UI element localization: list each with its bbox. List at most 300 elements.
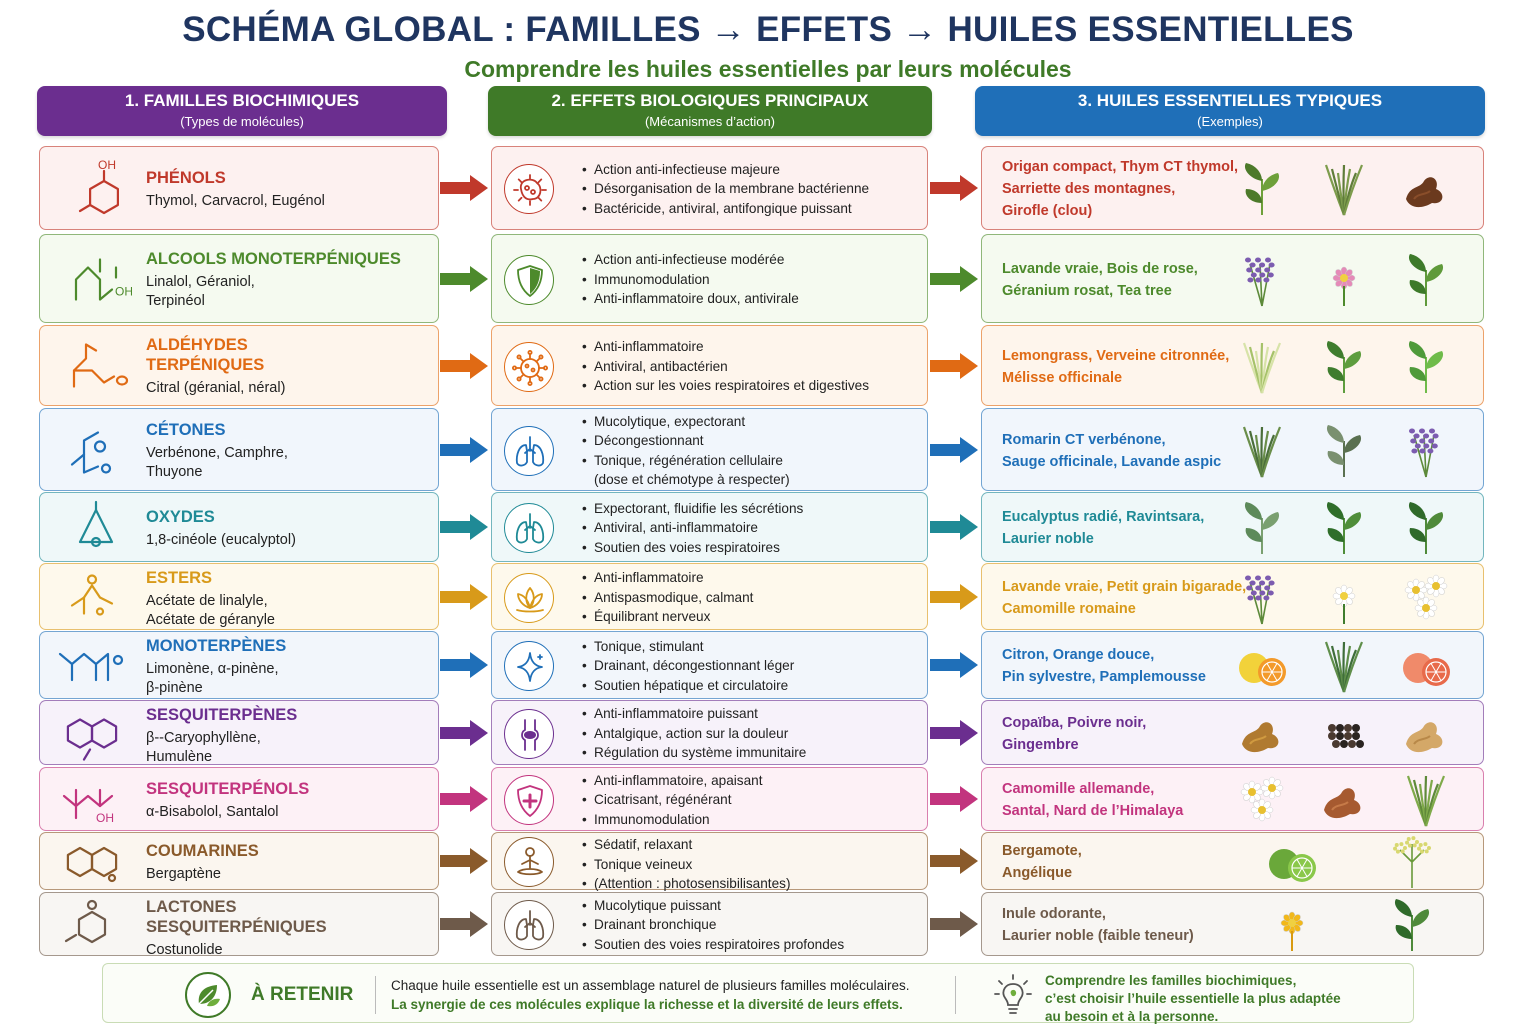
effects-list xyxy=(582,771,763,830)
oil-names: Camomille allemande, xyxy=(1002,781,1155,797)
family-examples: Humulène xyxy=(146,749,213,765)
effect-text: Action anti-infectieuse majeure xyxy=(594,161,780,177)
sage-icon xyxy=(1314,421,1374,481)
family-name: CÉTONES xyxy=(146,420,226,439)
oils-list xyxy=(1002,506,1204,550)
family-examples: Verbénone, Camphre, xyxy=(146,444,288,461)
effect-text: Immunomodulation xyxy=(594,811,710,827)
bullet-icon: • xyxy=(582,658,587,674)
effect-item xyxy=(582,607,753,627)
lemon-orange-icon xyxy=(1232,636,1292,696)
bullet-icon: • xyxy=(582,520,587,536)
shield-plus-icon xyxy=(504,775,554,825)
family-card xyxy=(39,700,439,765)
column-subtitle: (Exemples) xyxy=(1197,114,1263,129)
effects-list xyxy=(582,337,869,396)
arrow-right-icon xyxy=(928,846,980,876)
family-card xyxy=(39,146,439,230)
effect-text: Anti-inflammatoire puissant xyxy=(594,706,758,722)
family-row xyxy=(0,700,1536,765)
bullet-icon: • xyxy=(582,271,587,287)
effect-item xyxy=(582,743,806,763)
effect-item xyxy=(582,588,753,608)
bullet-icon: • xyxy=(582,745,587,761)
oils-list xyxy=(1002,712,1146,756)
column-title: 2. EFFETS BIOLOGIQUES PRINCIPAUX xyxy=(551,91,869,110)
effect-text: Soutien des voies respiratoires xyxy=(594,539,780,555)
family-name: COUMARINES xyxy=(146,841,259,860)
footer-tip-line: au besoin et à la personne. xyxy=(1045,1009,1219,1024)
oils-list xyxy=(1002,644,1206,688)
bullet-icon: • xyxy=(582,772,587,788)
molecule-structure-icon xyxy=(52,152,132,226)
bullet-icon: • xyxy=(582,897,587,913)
arrow-right-icon xyxy=(438,435,490,465)
bullet-icon: • xyxy=(582,811,587,827)
family-card xyxy=(39,234,439,323)
effect-item xyxy=(582,935,844,955)
family-name: ESTERS xyxy=(146,569,213,587)
rosemary-icon xyxy=(1232,421,1292,481)
column-header-1 xyxy=(37,86,447,136)
melissa-icon xyxy=(1396,337,1456,397)
page-subtitle: Comprendre les huiles essentielles par leurs molécules xyxy=(464,56,1072,82)
family-card xyxy=(39,631,439,699)
effects-list xyxy=(582,499,803,558)
oils-card xyxy=(981,325,1484,406)
effect-item xyxy=(582,704,806,724)
molecule-structure-icon xyxy=(52,331,132,402)
arrow-right-icon xyxy=(928,909,980,939)
molecule-structure-icon xyxy=(52,637,132,695)
column-header-2 xyxy=(488,86,932,136)
effect-item xyxy=(582,337,869,357)
family-name: LACTONES xyxy=(146,898,237,916)
effect-item xyxy=(582,568,753,588)
oils-list xyxy=(1002,156,1238,222)
oil-names: Lavande vraie, Petit grain bigarade, xyxy=(1002,578,1247,595)
effect-text: Anti-inflammatoire, apaisant xyxy=(594,772,763,788)
effect-text: Régulation du système immunitaire xyxy=(594,745,807,761)
effect-text: Tonique, stimulant xyxy=(594,638,704,654)
effect-text: Drainant bronchique xyxy=(594,917,717,933)
effect-text: Antiviral, anti-inflammatoire xyxy=(594,520,758,536)
oil-names: Angélique xyxy=(1002,865,1073,881)
molecule-structure-icon xyxy=(52,838,132,886)
effect-text: Anti-inflammatoire doux, antivirale xyxy=(594,291,799,307)
effects-list xyxy=(582,160,869,219)
arrow-right-icon xyxy=(928,650,980,680)
bullet-icon: • xyxy=(582,378,587,394)
molecule-structure-icon xyxy=(52,773,132,827)
ginger-icon xyxy=(1396,704,1456,764)
oil-names: Laurier noble (faible teneur) xyxy=(1002,928,1194,944)
family-name: MONOTERPÈNES xyxy=(146,637,287,655)
oregano-icon xyxy=(1232,159,1292,219)
oils-list xyxy=(1002,840,1082,884)
family-name: TERPÉNIQUES xyxy=(146,356,265,374)
molecule-structure-icon xyxy=(52,706,132,761)
effect-item xyxy=(582,637,794,657)
family-examples: Thymol, Carvacrol, Eugénol xyxy=(146,192,325,209)
family-card xyxy=(39,563,439,630)
effects-list xyxy=(582,704,806,763)
oils-list xyxy=(1002,778,1183,822)
effect-item xyxy=(582,810,763,830)
oil-names: Gingembre xyxy=(1002,736,1079,753)
oil-names: Lemongrass, Verveine citronnée, xyxy=(1002,347,1230,364)
family-row xyxy=(0,563,1536,630)
effect-text: Mucolytique, expectorant xyxy=(594,413,746,429)
effects-card xyxy=(491,234,928,323)
oils-list xyxy=(1002,429,1221,473)
oil-names: Girofle (clou) xyxy=(1002,203,1093,219)
bullet-icon: • xyxy=(582,856,587,872)
effect-item xyxy=(582,412,790,432)
oils-card xyxy=(981,408,1484,491)
arrow-right-icon xyxy=(928,784,980,814)
effect-text: Immunomodulation xyxy=(594,271,710,287)
bullet-icon: • xyxy=(582,291,587,307)
bay-leaf-icon xyxy=(1396,498,1456,558)
bullet-icon: • xyxy=(582,339,587,355)
oils-list xyxy=(1002,258,1198,302)
bullet-icon: • xyxy=(582,570,587,586)
molecule-structure-icon xyxy=(52,498,132,558)
bullet-icon: • xyxy=(582,539,587,555)
pine-icon xyxy=(1314,636,1374,696)
oil-names: Lavande vraie, Bois de rose, xyxy=(1002,260,1198,277)
effect-item xyxy=(582,270,799,290)
oil-names: Romarin CT verbénone, xyxy=(1002,431,1166,448)
bergamot-icon xyxy=(1262,832,1322,892)
effect-text: Bactéricide, antiviral, antifongique puissant xyxy=(594,200,852,216)
bullet-icon: • xyxy=(582,181,587,197)
effects-card xyxy=(491,832,928,890)
effect-text: Action anti-infectieuse modérée xyxy=(594,252,785,268)
arrow-right-icon xyxy=(438,846,490,876)
bullet-icon: • xyxy=(582,837,587,852)
family-card xyxy=(39,832,439,890)
effect-item xyxy=(582,250,799,270)
oil-names: Origan compact, Thym CT thymol, xyxy=(1002,159,1239,175)
svg-text:OH: OH xyxy=(98,158,116,172)
eucalyptus-icon xyxy=(1232,498,1292,558)
bullet-icon: • xyxy=(582,200,587,216)
geranium-flower-icon xyxy=(1314,250,1374,310)
bullet-icon: • xyxy=(582,677,587,693)
footer-divider xyxy=(375,976,376,1014)
effect-text: Tonique, régénération cellulaire xyxy=(594,452,783,468)
bacteria-icon xyxy=(504,164,554,214)
effect-item xyxy=(582,160,869,180)
oils-card xyxy=(981,832,1484,890)
effect-text: Anti-inflammatoire xyxy=(594,570,704,586)
footer-title: À RETENIR xyxy=(251,984,354,1005)
effect-text: Antiviral, antibactérien xyxy=(594,358,728,374)
footer-line-1: Chaque huile essentielle est un assemblage naturel de plusieurs familles moléculaires. xyxy=(391,978,910,993)
effect-item xyxy=(582,451,790,471)
effect-text: (Attention : photosensibilisantes) xyxy=(594,876,791,891)
effects-list xyxy=(582,412,790,490)
molecule-structure-icon xyxy=(52,240,132,319)
bay-leaf-icon xyxy=(1382,895,1442,955)
family-row xyxy=(0,492,1536,562)
effects-card xyxy=(491,563,928,630)
orange-blossom-icon xyxy=(1314,568,1374,628)
effects-list xyxy=(582,637,794,696)
sparkle-icon xyxy=(504,641,554,691)
family-card xyxy=(39,892,439,956)
family-name: SESQUITERPÉNOLS xyxy=(146,779,310,798)
oil-names: Sarriette des montagnes, xyxy=(1002,181,1176,197)
bullet-icon: • xyxy=(582,252,587,268)
chamomile-icon xyxy=(1396,568,1456,628)
oil-names: Sauge officinale, Lavande aspic xyxy=(1002,453,1222,470)
arrow-right-icon xyxy=(928,264,980,294)
effects-card xyxy=(491,631,928,699)
bullet-icon: • xyxy=(582,452,587,468)
oil-names: Copaïba, Poivre noir, xyxy=(1002,714,1147,731)
effect-item xyxy=(582,724,806,744)
footer-tip-line: Comprendre les familles biochimiques, xyxy=(1045,973,1297,988)
clove-icon xyxy=(1396,159,1456,219)
oil-names: Camomille romaine xyxy=(1002,600,1136,617)
family-card xyxy=(39,325,439,406)
bullet-icon: • xyxy=(582,638,587,654)
oil-names: Géranium rosat, Tea tree xyxy=(1002,282,1172,299)
effects-list xyxy=(582,568,753,627)
effects-card xyxy=(491,892,928,956)
arrow-right-icon xyxy=(438,582,490,612)
effect-item xyxy=(582,470,790,490)
inula-flower-icon xyxy=(1262,895,1322,955)
bullet-icon: • xyxy=(582,433,587,448)
verbena-icon xyxy=(1314,337,1374,397)
effects-card xyxy=(491,492,928,562)
effect-item xyxy=(582,431,790,451)
family-examples: Bergaptène xyxy=(146,865,221,882)
family-row xyxy=(0,631,1536,699)
effect-text: Sédatif, relaxant xyxy=(594,837,693,852)
effects-list xyxy=(582,896,844,955)
bullet-icon: • xyxy=(582,917,587,933)
effect-item xyxy=(582,357,869,377)
oils-card xyxy=(981,892,1484,956)
family-examples: Citral (géranial, néral) xyxy=(146,380,286,396)
lungs-icon xyxy=(504,900,554,950)
effects-card xyxy=(491,700,928,765)
effect-text: Soutien hépatique et circulatoire xyxy=(594,677,789,693)
effect-item xyxy=(582,199,869,219)
molecule-structure-icon xyxy=(52,414,132,487)
effect-item xyxy=(582,874,790,894)
oils-card xyxy=(981,563,1484,630)
family-examples: α-Bisabolol, Santalol xyxy=(146,803,279,820)
family-name: ALCOOLS MONOTERPÉNIQUES xyxy=(146,249,401,268)
virus-icon xyxy=(504,342,554,392)
effect-item xyxy=(582,835,790,855)
effect-text: (dose et chémotype à respecter) xyxy=(594,472,790,487)
oils-list xyxy=(1002,903,1194,947)
effects-card xyxy=(491,325,928,406)
oils-card xyxy=(981,492,1484,562)
arrow-right-icon xyxy=(438,909,490,939)
lungs-icon xyxy=(504,503,554,553)
effect-text: Drainant, décongestionnant léger xyxy=(594,658,795,674)
effects-card xyxy=(491,146,928,230)
family-name: OXYDES xyxy=(146,507,215,526)
bullet-icon: • xyxy=(582,358,587,374)
arrow-right-icon xyxy=(928,435,980,465)
effect-item xyxy=(582,518,803,538)
arrow-right-icon xyxy=(928,173,980,203)
family-examples: Acétate de linalyle, xyxy=(146,593,268,609)
family-row xyxy=(0,234,1536,323)
family-examples: Terpinéol xyxy=(146,292,205,309)
oils-list xyxy=(1002,345,1229,389)
family-card xyxy=(39,408,439,491)
effect-item xyxy=(582,855,790,875)
joint-icon xyxy=(504,709,554,759)
effect-item xyxy=(582,896,844,916)
tea-tree-leaf-icon xyxy=(1396,250,1456,310)
arrow-right-icon xyxy=(928,582,980,612)
effect-text: Cicatrisant, régénérant xyxy=(594,792,732,808)
effect-item xyxy=(582,771,763,791)
effect-item xyxy=(582,538,803,558)
family-name: SESQUITERPÉNIQUES xyxy=(146,918,327,936)
effect-text: Antispasmodique, calmant xyxy=(594,589,754,605)
oil-names: Pin sylvestre, Pamplemousse xyxy=(1002,669,1206,685)
ravintsara-leaf-icon xyxy=(1314,498,1374,558)
bullet-icon: • xyxy=(582,609,587,625)
oils-card xyxy=(981,631,1484,699)
family-examples: 1,8-cinéole (eucalyptol) xyxy=(146,531,296,548)
oils-card xyxy=(981,146,1484,230)
grapefruit-icon xyxy=(1396,636,1456,696)
effect-text: Mucolytique puissant xyxy=(594,897,721,913)
chamomile-icon xyxy=(1232,770,1292,830)
lavender-icon xyxy=(1232,250,1292,310)
arrow-right-icon xyxy=(928,351,980,381)
effect-item xyxy=(582,499,803,519)
column-header-3 xyxy=(975,86,1485,136)
effect-item xyxy=(582,790,763,810)
effect-item xyxy=(582,915,844,935)
effect-text: Désorganisation de la membrane bactérienne xyxy=(594,181,870,197)
effect-item xyxy=(582,289,799,309)
svg-text:OH: OH xyxy=(115,284,132,299)
effect-text: Anti-inflammatoire xyxy=(594,339,704,355)
lavender-icon xyxy=(1396,421,1456,481)
family-row xyxy=(0,832,1536,890)
effect-item xyxy=(582,179,869,199)
lightbulb-icon xyxy=(991,972,1035,1023)
footer-tip xyxy=(1045,972,1341,1024)
oil-names: Laurier noble xyxy=(1002,531,1094,547)
oils-list xyxy=(1002,576,1246,620)
meditation-icon xyxy=(504,837,554,887)
black-pepper-icon xyxy=(1314,704,1374,764)
lungs-icon xyxy=(504,426,554,476)
effect-text: Tonique veineux xyxy=(594,856,693,872)
effect-text: Expectorant, fluidifie les sécrétions xyxy=(594,500,804,516)
oil-names: Citron, Orange douce, xyxy=(1002,647,1155,663)
oils-card xyxy=(981,234,1484,323)
family-card xyxy=(39,767,439,831)
arrow-right-icon xyxy=(438,784,490,814)
page-title: SCHÉMA GLOBAL : FAMILLES → EFFETS → HUILES ESSENTIELLES xyxy=(182,10,1354,49)
effect-item xyxy=(582,656,794,676)
family-examples: Linalol, Géraniol, xyxy=(146,273,255,290)
footer-summary xyxy=(102,963,1414,1023)
footer-tip-line: c’est choisir l’huile essentielle la plus adaptée xyxy=(1045,991,1341,1006)
column-subtitle: (Mécanismes d’action) xyxy=(644,114,776,129)
arrow-right-icon xyxy=(438,351,490,381)
bullet-icon: • xyxy=(582,936,587,952)
bullet-icon: • xyxy=(582,161,587,177)
family-name: ALDÉHYDES xyxy=(146,336,248,354)
family-row xyxy=(0,408,1536,491)
molecule-structure-icon xyxy=(52,569,132,626)
effects-card xyxy=(491,408,928,491)
bullet-icon: • xyxy=(582,500,587,516)
angelica-icon xyxy=(1382,832,1442,892)
bullet-icon: • xyxy=(582,413,587,429)
arrow-right-icon xyxy=(928,718,980,748)
leaves-icon xyxy=(185,972,231,1018)
oil-names: Mélisse officinale xyxy=(1002,369,1123,386)
column-title: 1. FAMILLES BIOCHIMIQUES xyxy=(124,91,360,110)
nard-grass-icon xyxy=(1396,770,1456,830)
copaiba-resin-icon xyxy=(1232,704,1292,764)
family-row xyxy=(0,767,1536,831)
arrow-right-icon xyxy=(438,512,490,542)
effect-text: Équilibrant nerveux xyxy=(594,609,711,625)
effects-card xyxy=(491,767,928,831)
thyme-icon xyxy=(1314,159,1374,219)
bullet-icon: • xyxy=(582,706,587,722)
bullet-icon: • xyxy=(582,725,587,741)
oils-card xyxy=(981,767,1484,831)
oil-names: Inule odorante, xyxy=(1002,906,1106,922)
family-examples: β--Caryophyllène, xyxy=(146,730,261,746)
family-examples: Acétate de géranyle xyxy=(146,612,275,628)
lotus-icon xyxy=(504,573,554,623)
effect-item xyxy=(582,676,794,696)
arrow-right-icon xyxy=(438,173,490,203)
arrow-right-icon xyxy=(438,718,490,748)
family-row xyxy=(0,146,1536,230)
svg-text:OH: OH xyxy=(96,811,114,825)
effect-item xyxy=(582,376,869,396)
arrow-right-icon xyxy=(928,512,980,542)
molecule-structure-icon xyxy=(52,898,132,952)
family-examples: Costunolide xyxy=(146,942,223,958)
family-examples: Thuyone xyxy=(146,463,203,480)
bullet-icon: • xyxy=(582,792,587,808)
family-name: PHÉNOLS xyxy=(146,168,226,187)
oils-card xyxy=(981,700,1484,765)
bullet-icon: • xyxy=(582,589,587,605)
lemongrass-icon xyxy=(1232,337,1292,397)
effect-text: Soutien des voies respiratoires profondes xyxy=(594,936,845,952)
effects-list xyxy=(582,250,799,309)
column-subtitle: (Types de molécules) xyxy=(180,114,304,129)
effect-text: Action sur les voies respiratoires et digestives xyxy=(594,378,870,394)
oil-names: Bergamote, xyxy=(1002,843,1082,859)
